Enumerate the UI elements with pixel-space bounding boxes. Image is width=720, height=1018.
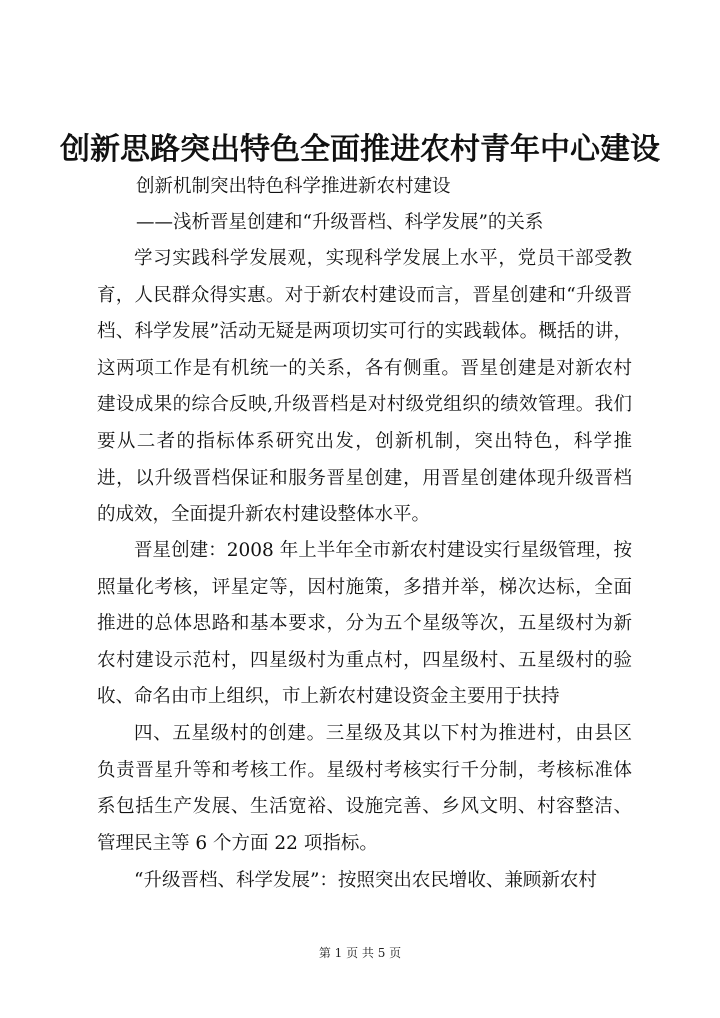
page-footer: 第 1 页 共 5 页 — [318, 946, 402, 960]
paragraph-intro: 学习实践科学发展观，实现科学发展上水平，党员干部受教育，人民群众得实惠。对于新农村建设而言，晋星创建和“升级晋档、科学发展”活动无疑是两项切实可行的实践载体。概括的讲，这两项工作是有机统一的关系，各有侧重。晋星创建是对新农村建设成果的综合反映,升级晋档是对村级党组织的绩效管理。我们要从二者的指标体系研究出发，创新机制，突出特色，科学推进，以升级晋档保证和服务晋星创建，用晋星创建体现升级晋档的成效，全面提升新农村建设整体水平。 — [97, 248, 632, 526]
document-title: 创新思路突出特色全面推进农村青年中心建设 — [60, 132, 660, 167]
document-subtitle: 创新机制突出特色科学推进新农村建设 — [136, 176, 451, 197]
paragraph-star-levels: 四、五星级村的创建。三星级及其以下村为推进村，由县区负责晋星升等和考核工作。星级村考核实行千分制，考核标准体系包括生产发展、生活宽裕、设施完善、乡风文明、村容整洁、管理民主等 6 个方面 22 项指标。 — [97, 723, 632, 854]
paragraph-upgrade: “升级晋档、科学发展”：按照突出农民增收、兼顾新农村 — [134, 870, 597, 891]
paragraph-star-creation: 晋星创建：2008 年上半年全市新农村建设实行星级管理，按照量化考核，评星定等，因村施策，多措并举，梯次达标，全面推进的总体思路和基本要求，分为五个星级等次，五星级村为新农村建设示范村，四星级村为重点村，四星级村、五星级村的验收、命名由市上组织，市上新农村建设资金主要用于扶持 — [97, 540, 632, 708]
document-subtitle-relation: ——浅析晋星创建和“升级晋档、科学发展”的关系 — [136, 212, 544, 233]
